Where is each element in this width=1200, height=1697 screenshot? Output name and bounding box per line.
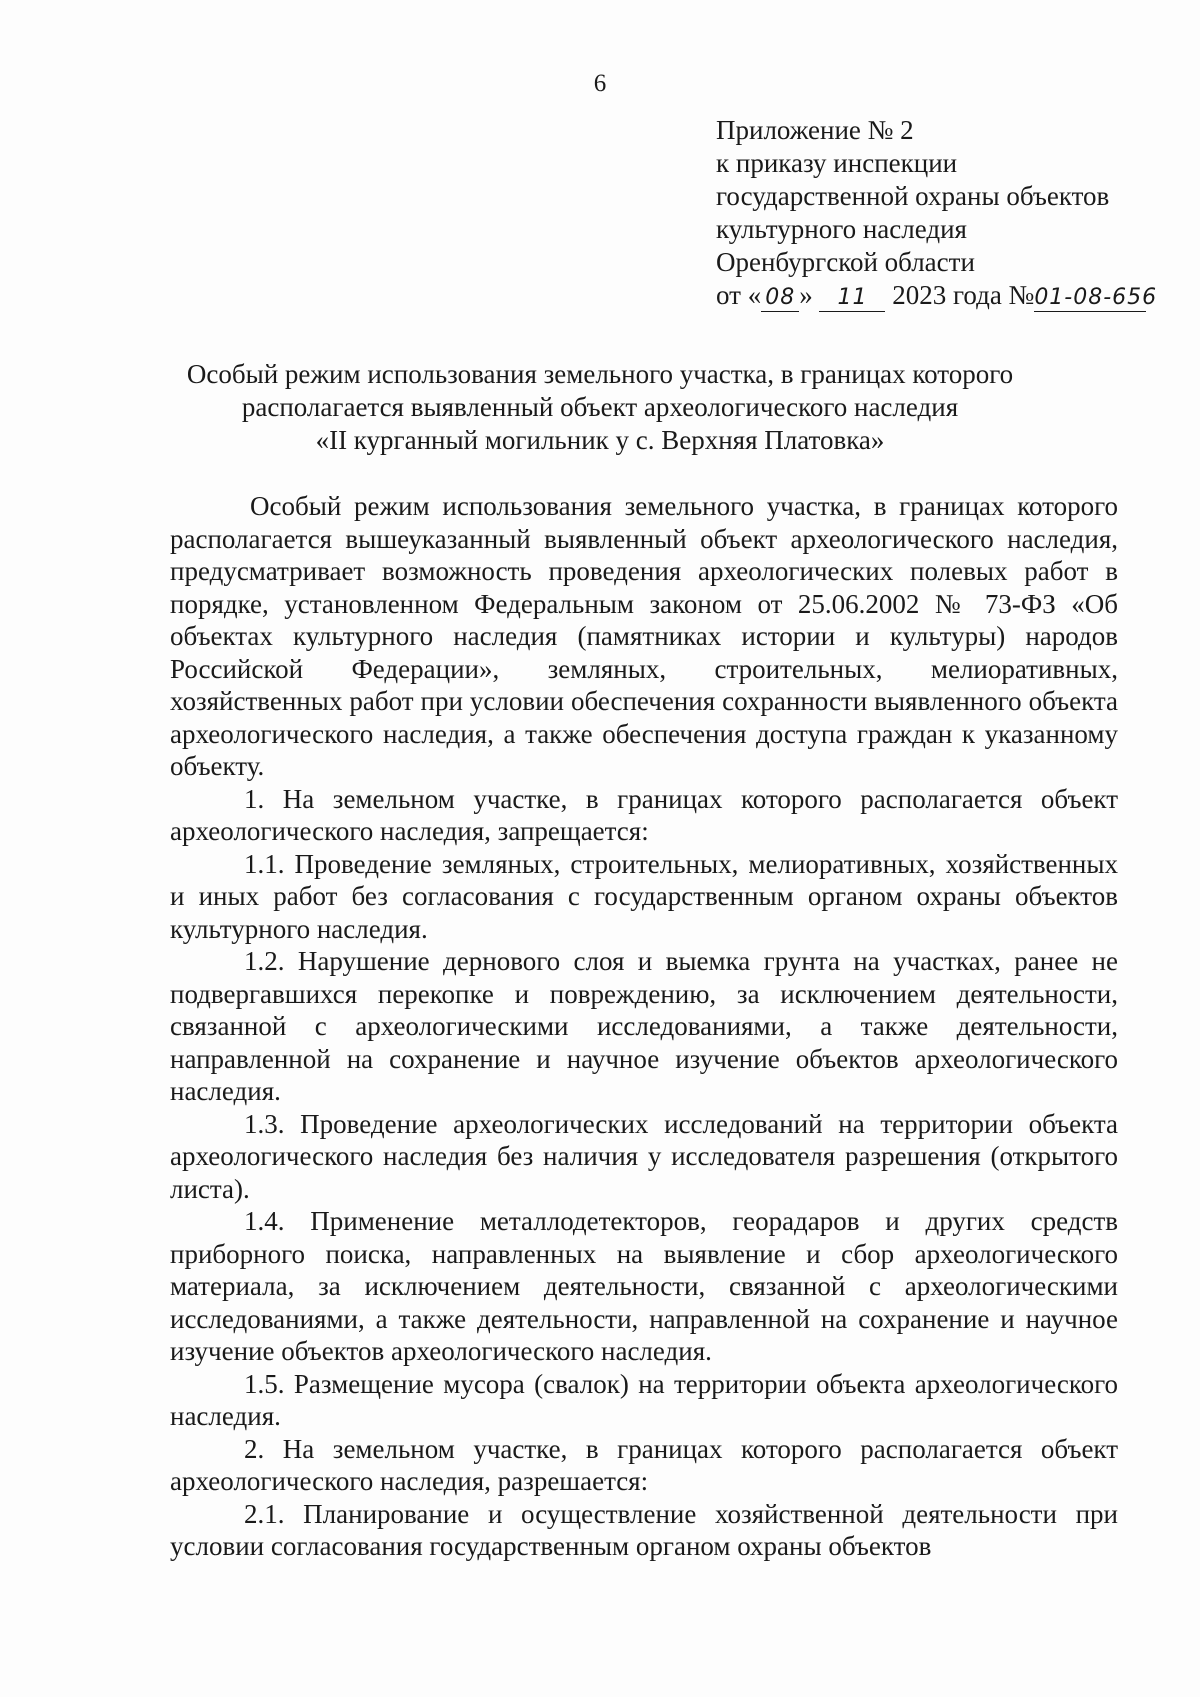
date-month: 11: [819, 285, 885, 312]
paragraph-item-1-1: 1.1. Проведение земляных, строительных, мелиоративных, хозяйственных и иных работ без согласования с государственным органом охраны объектов культурного наследия.: [170, 848, 1118, 944]
date-mid: »: [799, 280, 813, 310]
paragraph-item-1-2: 1.2. Нарушение дернового слоя и выемка грунта на участках, ранее не подвергавшихся перекопке и повреждению, за исключением деятельности, связанной с археологическими исследованиями, а также деятельности, направленной на сохранение и научное изучение объектов археологического наследия.: [170, 946, 1118, 1106]
appendix-line: Оренбургской области: [716, 247, 975, 277]
appendix-header: [716, 114, 1186, 312]
paragraph-item-1: 1. На земельном участке, в границах которого располагается объект археологического наследия, запрещается:: [170, 783, 1118, 846]
date-prefix: от «: [716, 280, 762, 310]
title-line: «II курганный могильник у с. Верхняя Платовка»: [315, 425, 885, 455]
document-title: [150, 358, 1050, 457]
appendix-line: государственной охраны объектов: [716, 181, 1110, 211]
appendix-line: к приказу инспекции: [716, 148, 958, 178]
paragraph-item-1-3: 1.3. Проведение археологических исследований на территории объекта археологического наследия без наличия у исследователя разрешения (открытого листа).: [170, 1108, 1118, 1204]
paragraph-item-1-4: 1.4. Применение металлодетекторов, георадаров и других средств приборного поиска, направленных на выявление и сбор археологического материала, за исключением деятельности, связанной с археологическими исследованиями, а также деятельности, направленной на сохранение и научное изучение объектов археологического наследия.: [170, 1206, 1118, 1366]
document-body: [170, 490, 1118, 1563]
appendix-line: Приложение № 2: [716, 115, 914, 145]
appendix-date-line: [716, 279, 1186, 312]
order-number: 01-08-656: [1034, 285, 1158, 310]
paragraph-item-2: 2. На земельном участке, в границах которого располагается объект археологического наследия, разрешается:: [170, 1433, 1118, 1496]
title-line: Особый режим использования земельного участка, в границах которого: [186, 359, 1014, 389]
title-line: располагается выявленный объект археологического наследия: [241, 392, 959, 422]
date-year: 2023 года №: [892, 280, 1035, 310]
paragraph-intro: Особый режим использования земельного участка, в границах которого располагается вышеуказанный выявленный объект археологического наследия, предусматривает возможность проведения археологических полевых работ в порядке, установленном Федеральным законом от 25.06.2002 № 73-ФЗ «Об объектах культурного наследия (памятниках истории и культуры) народов Российской Федерации», земляных, строительных, мелиоративных, хозяйственных работ при условии обеспечения сохранности выявленного объекта археологического наследия, а также обеспечения доступа граждан к указанному объекту.: [170, 491, 1118, 781]
date-day: 08: [761, 285, 799, 312]
appendix-line: культурного наследия: [716, 214, 967, 244]
page-number: 6: [593, 70, 607, 97]
paragraph-item-2-1: 2.1. Планирование и осуществление хозяйственной деятельности при условии согласования государственным органом охраны объектов: [170, 1498, 1118, 1561]
paragraph-item-1-5: 1.5. Размещение мусора (свалок) на территории объекта археологического наследия.: [170, 1368, 1118, 1431]
